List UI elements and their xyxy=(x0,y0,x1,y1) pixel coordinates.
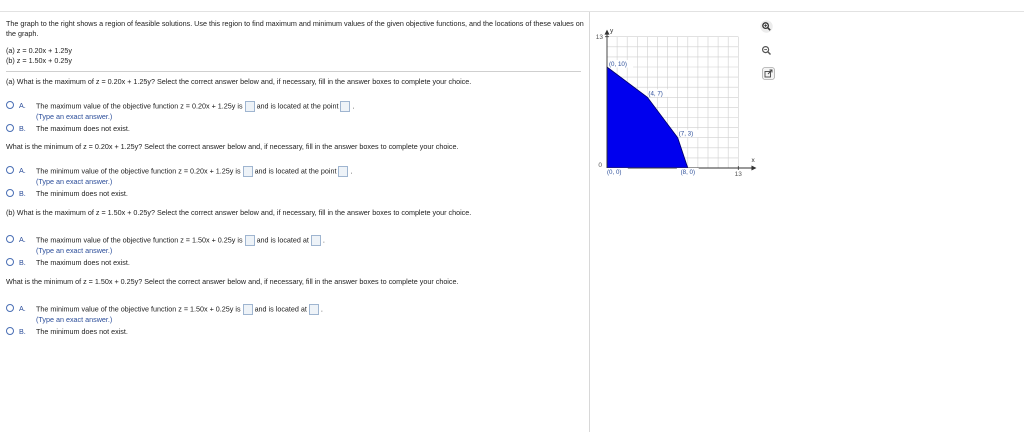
option-text: The minimum value of the objective function z = 1.50x + 0.25y is xyxy=(36,303,241,313)
question-b-max: (b) What is the maximum of z = 1.50x + 0.25y? Select the correct answer below and, if necessary, fill in the answer boxes to complete your choice. xyxy=(6,208,472,217)
objective-functions xyxy=(6,46,586,65)
answer-box-value[interactable] xyxy=(245,235,255,246)
y-axis-arrow xyxy=(605,30,610,35)
period: . xyxy=(320,303,323,313)
option-letter: A. xyxy=(19,234,26,244)
graph-svg xyxy=(592,20,767,185)
question-b-min: What is the minimum of z = 1.50x + 0.25y? Select the correct answer below and, if necessary, fill in the answer boxes to complete your choice. xyxy=(6,277,459,286)
vertex-label: (0, 10) xyxy=(609,61,627,68)
vertex-label: (8, 0) xyxy=(680,169,696,176)
y-axis-label: y xyxy=(610,27,614,35)
radio-button[interactable] xyxy=(6,189,14,197)
intro-text: The graph to the right shows a region of feasible solutions. Use this region to find maximum and minimum values of the given objective functions, and the locations of these values on the graph. xyxy=(6,19,584,38)
question-a-min: What is the minimum of z = 0.20x + 1.25y? Select the correct answer below and, if necessary, fill in the answer boxes to complete your choice. xyxy=(6,142,459,151)
option-letter: B. xyxy=(19,189,26,198)
hint-text: (Type an exact answer.) xyxy=(36,176,113,186)
question-panel xyxy=(6,19,586,338)
radio-button[interactable] xyxy=(6,258,14,266)
option-text: and is located at the point xyxy=(256,100,339,110)
option-letter: A. xyxy=(19,303,26,313)
radio-button[interactable] xyxy=(6,166,14,174)
period: . xyxy=(350,165,353,175)
x-axis-label: x xyxy=(751,157,755,164)
feasible-region-graph xyxy=(592,20,767,190)
option-letter: B. xyxy=(19,327,26,336)
option-text: The maximum value of the objective function z = 0.20x + 1.25y is xyxy=(36,100,243,110)
option-b-min-B[interactable] xyxy=(6,327,586,338)
option-a-max-A[interactable] xyxy=(6,101,586,122)
zoom-out-icon[interactable] xyxy=(760,44,773,57)
answer-box-point[interactable] xyxy=(309,304,319,315)
answer-box-point[interactable] xyxy=(338,166,348,177)
option-b-max-A[interactable] xyxy=(6,235,586,256)
answer-box-point[interactable] xyxy=(340,101,350,112)
hint-text: (Type an exact answer.) xyxy=(36,314,113,324)
option-text: The maximum value of the objective function z = 1.50x + 0.25y is xyxy=(36,234,243,244)
vertex-label: (4, 7) xyxy=(648,90,663,98)
vertex-label: (7, 3) xyxy=(678,130,694,138)
origin-label: 0 xyxy=(598,162,602,169)
option-b-min-A[interactable] xyxy=(6,304,586,325)
answer-box-value[interactable] xyxy=(245,101,255,112)
y-max-label: 13 xyxy=(595,34,603,42)
hint-text: (Type an exact answer.) xyxy=(36,245,113,255)
radio-button[interactable] xyxy=(6,124,14,132)
period: . xyxy=(322,234,325,244)
panel-separator xyxy=(589,12,590,432)
option-text: and is located at the point xyxy=(254,165,337,175)
option-text: The minimum value of the objective function z = 0.20x + 1.25y is xyxy=(36,165,241,175)
x-max-label: 13 xyxy=(734,171,742,178)
answer-box-point[interactable] xyxy=(311,235,321,246)
option-text: The minimum does not exist. xyxy=(36,327,128,336)
function-a: (a) z = 0.20x + 1.25y xyxy=(6,46,72,55)
option-letter: A. xyxy=(19,100,26,110)
answer-box-value[interactable] xyxy=(243,166,253,177)
option-text: and is located at xyxy=(256,234,309,244)
option-a-min-A[interactable] xyxy=(6,166,586,187)
top-divider xyxy=(0,11,1024,12)
x-axis-arrow xyxy=(751,166,756,171)
radio-button[interactable] xyxy=(6,235,14,243)
option-letter: B. xyxy=(19,258,26,267)
option-text: The maximum does not exist. xyxy=(36,124,130,133)
function-b: (b) z = 1.50x + 0.25y xyxy=(6,55,72,65)
vertex-label: (0, 0) xyxy=(607,169,622,176)
option-text: and is located at xyxy=(254,303,307,313)
hint-text: (Type an exact answer.) xyxy=(36,111,113,121)
radio-button[interactable] xyxy=(6,327,14,335)
period: . xyxy=(352,100,355,110)
option-letter: A. xyxy=(19,165,26,175)
radio-button[interactable] xyxy=(6,304,14,312)
option-b-max-B[interactable] xyxy=(6,258,586,269)
question-a-max: (a) What is the maximum of z = 0.20x + 1.25y? Select the correct answer below and, if necessary, fill in the answer boxes to complete your choice. xyxy=(6,77,472,86)
option-text: The maximum does not exist. xyxy=(36,258,130,267)
popout-icon[interactable] xyxy=(762,67,775,80)
radio-button[interactable] xyxy=(6,101,14,109)
option-a-min-B[interactable] xyxy=(6,189,586,200)
answer-box-value[interactable] xyxy=(243,304,253,315)
section-divider xyxy=(6,71,581,72)
option-a-max-B[interactable] xyxy=(6,124,586,135)
option-text: The minimum does not exist. xyxy=(36,189,128,198)
zoom-in-icon[interactable] xyxy=(760,20,773,33)
option-letter: B. xyxy=(19,124,26,133)
